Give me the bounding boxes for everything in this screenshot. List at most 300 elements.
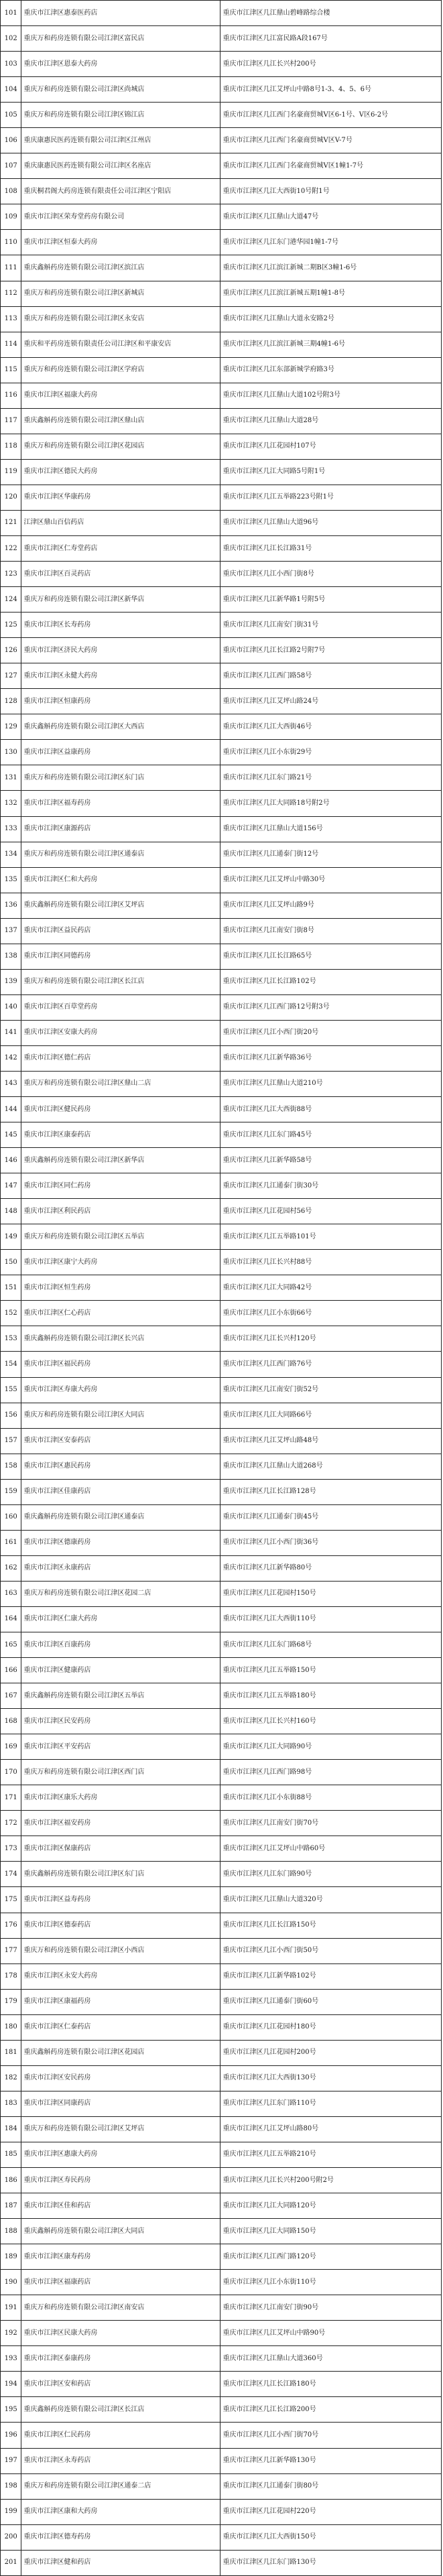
row-number: 147 — [1, 1173, 21, 1199]
pharmacy-name: 重庆鑫斛药房连锁有限公司江津区五举店 — [21, 1683, 220, 1709]
row-number: 107 — [1, 153, 21, 179]
row-number: 179 — [1, 1989, 21, 2014]
pharmacy-name: 重庆万和药房连锁有限公司江津区大同店 — [21, 1403, 220, 1428]
pharmacy-address: 重庆市江津区几江新华路102号 — [220, 1963, 442, 1989]
pharmacy-address: 重庆市江津区几江长兴村120号 — [220, 1326, 442, 1352]
pharmacy-name: 重庆万和药房连锁有限公司江津区富民店 — [21, 26, 220, 52]
table-row — [1, 535, 442, 561]
pharmacy-address: 重庆市江津区几江大同路42号 — [220, 1275, 442, 1301]
row-number: 199 — [1, 2499, 21, 2524]
pharmacy-address: 重庆市江津区几江大同路150号 — [220, 2219, 442, 2244]
pharmacy-name: 重庆市江津区德泰药店 — [21, 1913, 220, 1938]
table-row — [1, 944, 442, 969]
row-number: 155 — [1, 1377, 21, 1403]
pharmacy-name: 重庆鑫斛药房连锁有限公司江津区通泰店 — [21, 1504, 220, 1530]
pharmacy-name: 重庆万和药房连锁有限公司江津区尚城店 — [21, 77, 220, 103]
pharmacy-address: 重庆市江津区几江鼎山大道156号 — [220, 816, 442, 842]
row-number: 140 — [1, 994, 21, 1020]
pharmacy-name: 重庆鑫斛药房连锁有限公司江津区艾坪店 — [21, 893, 220, 918]
pharmacy-address: 重庆市江津区几江西门路120号 — [220, 2244, 442, 2270]
table-row — [1, 204, 442, 230]
pharmacy-address: 重庆市江津区几江西门路98号 — [220, 1760, 442, 1785]
pharmacy-name: 重庆万和药房连锁有限公司江津区花园店 — [21, 434, 220, 459]
pharmacy-name: 重庆市江津区仁泰药店 — [21, 2014, 220, 2040]
pharmacy-name: 重庆鑫斛药房连锁有限公司江津区大西店 — [21, 714, 220, 740]
row-number: 127 — [1, 663, 21, 689]
table-row — [1, 994, 442, 1020]
row-number: 157 — [1, 1428, 21, 1454]
table-row — [1, 128, 442, 153]
row-number: 145 — [1, 1122, 21, 1148]
row-number: 184 — [1, 2116, 21, 2142]
pharmacy-address: 重庆市江津区几江南安门街52号 — [220, 1377, 442, 1403]
table-row — [1, 1224, 442, 1250]
pharmacy-address: 重庆市江津区几江大西街130号 — [220, 2065, 442, 2091]
table-row — [1, 1606, 442, 1632]
row-number: 164 — [1, 1606, 21, 1632]
table-row — [1, 1963, 442, 1989]
pharmacy-address: 重庆市江津区几江鼎山大道210号 — [220, 1071, 442, 1096]
table-row — [1, 1555, 442, 1581]
pharmacy-address: 重庆市江津区几江长兴村160号 — [220, 1709, 442, 1734]
row-number: 151 — [1, 1275, 21, 1301]
row-number: 161 — [1, 1530, 21, 1555]
pharmacy-address: 重庆市江津区几江鼎山大道102号附3号 — [220, 383, 442, 408]
table-row — [1, 842, 442, 867]
table-row — [1, 1428, 442, 1454]
pharmacy-name: 重庆万和药房连锁有限公司江津区新城店 — [21, 281, 220, 306]
pharmacy-name: 重庆万和药房连锁有限公司江津区西门店 — [21, 1760, 220, 1785]
row-number: 195 — [1, 2397, 21, 2423]
table-row — [1, 1045, 442, 1071]
pharmacy-address: 重庆市江津区几江富民路A段167号 — [220, 26, 442, 52]
row-number: 153 — [1, 1326, 21, 1352]
row-number: 158 — [1, 1454, 21, 1479]
pharmacy-address: 重庆市江津区几江东门港华园1幢1-7号 — [220, 230, 442, 255]
pharmacy-address: 重庆市江津区几江艾坪山中路30号 — [220, 867, 442, 893]
row-number: 130 — [1, 740, 21, 765]
pharmacy-address: 重庆市江津区几江长江路65号 — [220, 944, 442, 969]
row-number: 177 — [1, 1938, 21, 1963]
pharmacy-name: 重庆市江津区康和大药房 — [21, 2499, 220, 2524]
pharmacy-name: 重庆市江津区惠泰医药店 — [21, 1, 220, 26]
row-number: 137 — [1, 918, 21, 944]
row-number: 116 — [1, 383, 21, 408]
pharmacy-name: 重庆鑫斛药房连锁有限公司江津区滨江店 — [21, 255, 220, 281]
pharmacy-address: 重庆市江津区几江花园村220号 — [220, 2499, 442, 2524]
table-row — [1, 510, 442, 535]
row-number: 138 — [1, 944, 21, 969]
table-row — [1, 2295, 442, 2321]
pharmacy-name: 重庆市江津区仁康大药房 — [21, 1606, 220, 1632]
row-number: 103 — [1, 52, 21, 77]
table-row — [1, 2473, 442, 2499]
pharmacy-address: 重庆市江津区几江南安门街70号 — [220, 1811, 442, 1836]
pharmacy-name: 重庆市江津区仁心药店 — [21, 1301, 220, 1326]
pharmacy-name: 江津区鼎山百信药店 — [21, 510, 220, 535]
pharmacy-name: 重庆市江津区永康药店 — [21, 1555, 220, 1581]
row-number: 156 — [1, 1403, 21, 1428]
table-row — [1, 1836, 442, 1862]
pharmacy-name: 重庆万和药房连锁有限公司江津区永安店 — [21, 306, 220, 332]
table-row — [1, 638, 442, 663]
row-number: 176 — [1, 1913, 21, 1938]
pharmacy-address: 重庆市江津区几江小西门街70号 — [220, 2423, 442, 2448]
table-row — [1, 1887, 442, 1913]
row-number: 135 — [1, 867, 21, 893]
table-row — [1, 332, 442, 357]
table-row — [1, 1326, 442, 1352]
row-number: 128 — [1, 689, 21, 714]
pharmacy-name: 重庆市江津区德康药房 — [21, 1530, 220, 1555]
table-row — [1, 587, 442, 613]
row-number: 168 — [1, 1709, 21, 1734]
pharmacy-address: 重庆市江津区几江西门路12号附3号 — [220, 994, 442, 1020]
table-row — [1, 1173, 442, 1199]
row-number: 146 — [1, 1148, 21, 1173]
row-number: 197 — [1, 2448, 21, 2473]
row-number: 193 — [1, 2346, 21, 2372]
table-row — [1, 2040, 442, 2065]
table-row — [1, 306, 442, 332]
pharmacy-name: 重庆市江津区福康药店 — [21, 2270, 220, 2295]
pharmacy-address: 重庆市江津区几江艾坪山路80号 — [220, 2116, 442, 2142]
table-row — [1, 663, 442, 689]
row-number: 124 — [1, 587, 21, 613]
pharmacy-address: 重庆市江津区几江鼎山大道永安路2号 — [220, 306, 442, 332]
table-row — [1, 1734, 442, 1760]
pharmacy-name: 重庆市江津区康寿药房 — [21, 2244, 220, 2270]
pharmacy-address: 重庆市江津区几江花园村150号 — [220, 1581, 442, 1606]
pharmacy-name: 重庆市江津区保康药店 — [21, 1836, 220, 1862]
table-row — [1, 2397, 442, 2423]
pharmacy-address: 重庆市江津区几江艾坪山路24号 — [220, 689, 442, 714]
pharmacy-address: 重庆市江津区几江大西街88号 — [220, 1097, 442, 1122]
pharmacy-address: 重庆市江津区几江艾坪山路48号 — [220, 1428, 442, 1454]
row-number: 126 — [1, 638, 21, 663]
pharmacy-address: 重庆市江津区几江长江路128号 — [220, 1479, 442, 1504]
pharmacy-name: 重庆市江津区佳康药店 — [21, 1479, 220, 1504]
table-row — [1, 230, 442, 255]
table-row — [1, 2091, 442, 2116]
table-row — [1, 1709, 442, 1734]
pharmacy-name: 重庆万和药房连锁有限公司江津区通泰店 — [21, 842, 220, 867]
table-row — [1, 408, 442, 434]
table-row — [1, 2346, 442, 2372]
table-row — [1, 103, 442, 128]
pharmacy-name: 重庆市江津区永寿药店 — [21, 2448, 220, 2473]
pharmacy-name: 重庆市江津区惠民药房 — [21, 1454, 220, 1479]
pharmacy-address: 重庆市江津区几江东门路90号 — [220, 1862, 442, 1887]
pharmacy-name: 重庆市江津区恒生药房 — [21, 1275, 220, 1301]
table-row — [1, 1275, 442, 1301]
row-number: 159 — [1, 1479, 21, 1504]
table-row — [1, 77, 442, 103]
pharmacy-address: 重庆市江津区几江艾坪山路9号 — [220, 893, 442, 918]
pharmacy-name: 重庆市江津区百灵药店 — [21, 562, 220, 587]
pharmacy-name: 重庆市江津区百康药房 — [21, 1632, 220, 1658]
pharmacy-name: 重庆市江津区同康药店 — [21, 2091, 220, 2116]
row-number: 114 — [1, 332, 21, 357]
pharmacy-address: 重庆市江津区几江东门路110号 — [220, 2091, 442, 2116]
pharmacy-address: 重庆市江津区几江长江路2号附7号 — [220, 638, 442, 663]
row-number: 166 — [1, 1658, 21, 1683]
pharmacy-name: 重庆万和药房连锁有限公司江津区艾坪店 — [21, 2116, 220, 2142]
pharmacy-name: 重庆市江津区福康大药房 — [21, 383, 220, 408]
pharmacy-name: 重庆万和药房连锁有限公司江津区鼎山二店 — [21, 1071, 220, 1096]
pharmacy-address: 重庆市江津区几江长江路102号 — [220, 969, 442, 994]
pharmacy-name: 重庆市江津区恩泰大药房 — [21, 52, 220, 77]
row-number: 191 — [1, 2295, 21, 2321]
pharmacy-name: 重庆市江津区荣寿堂药房有限公司 — [21, 204, 220, 230]
table-row — [1, 255, 442, 281]
table-row — [1, 2167, 442, 2193]
pharmacy-address: 重庆市江津区几江滨江新城二期B区3幢1-6号 — [220, 255, 442, 281]
row-number: 141 — [1, 1020, 21, 1045]
table-row — [1, 1581, 442, 1606]
pharmacy-name: 重庆万和药房连锁有限公司江津区南安店 — [21, 2295, 220, 2321]
pharmacy-address: 重庆市江津区几江长江路200号 — [220, 2397, 442, 2423]
pharmacy-name: 重庆市江津区仁民药房 — [21, 2423, 220, 2448]
row-number: 119 — [1, 459, 21, 485]
table-row — [1, 1658, 442, 1683]
pharmacy-address: 重庆市江津区几江小西门街50号 — [220, 1938, 442, 1963]
pharmacy-table-body — [1, 1, 442, 2576]
row-number: 188 — [1, 2219, 21, 2244]
pharmacy-name: 重庆鑫斛药房连锁有限公司江津区长兴店 — [21, 1326, 220, 1352]
table-row — [1, 562, 442, 587]
row-number: 102 — [1, 26, 21, 52]
row-number: 143 — [1, 1071, 21, 1096]
pharmacy-name: 重庆市江津区康乐大药房 — [21, 1785, 220, 1811]
pharmacy-address: 重庆市江津区几江通泰门街60号 — [220, 1989, 442, 2014]
pharmacy-address: 重庆市江津区几江新华路130号 — [220, 2448, 442, 2473]
table-row — [1, 613, 442, 638]
row-number: 139 — [1, 969, 21, 994]
table-row — [1, 52, 442, 77]
table-row — [1, 2524, 442, 2550]
pharmacy-address: 重庆市江津区几江新华路80号 — [220, 1555, 442, 1581]
table-row — [1, 1504, 442, 1530]
pharmacy-address: 重庆市江津区几江通泰门街12号 — [220, 842, 442, 867]
pharmacy-address: 重庆市江津区几江新华路58号 — [220, 1148, 442, 1173]
table-row — [1, 1148, 442, 1173]
pharmacy-name: 重庆市江津区益寿药房 — [21, 1887, 220, 1913]
pharmacy-name: 重庆鑫斛药房连锁有限公司江津区长江店 — [21, 2397, 220, 2423]
pharmacy-address: 重庆市江津区几江花园村200号 — [220, 2040, 442, 2065]
pharmacy-address: 重庆市江津区几江大西街10号附1号 — [220, 179, 442, 204]
pharmacy-name: 重庆市江津区安民药房 — [21, 2065, 220, 2091]
pharmacy-address: 重庆市江津区几江大同路5号附1号 — [220, 459, 442, 485]
pharmacy-address: 重庆市江津区几江艾坪山中路60号 — [220, 1836, 442, 1862]
pharmacy-address: 重庆市江津区几江大西街110号 — [220, 1606, 442, 1632]
row-number: 101 — [1, 1, 21, 26]
pharmacy-address: 重庆市江津区几江长江路150号 — [220, 1913, 442, 1938]
pharmacy-name: 重庆桐君阁大药房连锁有限责任公司江津区宁阳店 — [21, 179, 220, 204]
row-number: 122 — [1, 535, 21, 561]
table-row — [1, 1760, 442, 1785]
pharmacy-name: 重庆市江津区泰康药房 — [21, 2346, 220, 2372]
pharmacy-name: 重庆和平药房连锁有限责任公司江津区和平康安店 — [21, 332, 220, 357]
pharmacy-address: 重庆市江津区几江大同路120号 — [220, 2193, 442, 2219]
table-row — [1, 1352, 442, 1377]
row-number: 169 — [1, 1734, 21, 1760]
table-row — [1, 1454, 442, 1479]
pharmacy-address: 重庆市江津区几江大西街150号 — [220, 2524, 442, 2550]
table-row — [1, 2448, 442, 2473]
pharmacy-name: 重庆市江津区永安大药房 — [21, 1963, 220, 1989]
pharmacy-name: 重庆市江津区安和药店 — [21, 2372, 220, 2397]
table-row — [1, 1097, 442, 1122]
row-number: 134 — [1, 842, 21, 867]
row-number: 129 — [1, 714, 21, 740]
pharmacy-address: 重庆市江津区几江鼎山大道320号 — [220, 1887, 442, 1913]
table-row — [1, 1377, 442, 1403]
pharmacy-name: 重庆市江津区德寿药房 — [21, 2524, 220, 2550]
pharmacy-name: 重庆鑫斛药房连锁有限公司江津区大同店 — [21, 2219, 220, 2244]
table-row — [1, 1785, 442, 1811]
table-row — [1, 1403, 442, 1428]
row-number: 167 — [1, 1683, 21, 1709]
row-number: 113 — [1, 306, 21, 332]
pharmacy-address: 重庆市江津区几江鼎山大道28号 — [220, 408, 442, 434]
pharmacy-address: 重庆市江津区几江西门路58号 — [220, 663, 442, 689]
pharmacy-name: 重庆市江津区恒泰大药房 — [21, 230, 220, 255]
row-number: 185 — [1, 2142, 21, 2167]
table-row — [1, 2550, 442, 2575]
row-number: 108 — [1, 179, 21, 204]
row-number: 172 — [1, 1811, 21, 1836]
pharmacy-name: 重庆市江津区益康药房 — [21, 740, 220, 765]
row-number: 115 — [1, 357, 21, 383]
pharmacy-name: 重庆市江津区百草堂药房 — [21, 994, 220, 1020]
pharmacy-name: 重庆鑫斛药房连锁有限公司江津区花园店 — [21, 2040, 220, 2065]
pharmacy-name: 重庆万和药房连锁有限公司江津区长江店 — [21, 969, 220, 994]
pharmacy-name: 重庆万和药房连锁有限公司江津区五举店 — [21, 1224, 220, 1250]
pharmacy-name: 重庆万和药房连锁有限公司江津区锦江店 — [21, 103, 220, 128]
pharmacy-name: 重庆市江津区康源药店 — [21, 816, 220, 842]
pharmacy-name: 重庆市江津区安泰药店 — [21, 1428, 220, 1454]
table-row — [1, 2219, 442, 2244]
row-number: 149 — [1, 1224, 21, 1250]
table-row — [1, 689, 442, 714]
row-number: 198 — [1, 2473, 21, 2499]
pharmacy-name: 重庆市江津区仁和大药房 — [21, 867, 220, 893]
row-number: 132 — [1, 791, 21, 816]
row-number: 152 — [1, 1301, 21, 1326]
pharmacy-name: 重庆市江津区康宁大药房 — [21, 1250, 220, 1275]
pharmacy-address: 重庆市江津区几江东门路21号 — [220, 765, 442, 791]
pharmacy-address: 重庆市江津区几江大西街46号 — [220, 714, 442, 740]
row-number: 186 — [1, 2167, 21, 2193]
table-row — [1, 1530, 442, 1555]
pharmacy-name: 重庆市江津区恒康药房 — [21, 689, 220, 714]
pharmacy-name: 重庆市江津区德民大药房 — [21, 459, 220, 485]
pharmacy-name: 重庆市江津区益民药店 — [21, 918, 220, 944]
row-number: 109 — [1, 204, 21, 230]
table-row — [1, 1122, 442, 1148]
row-number: 182 — [1, 2065, 21, 2091]
table-row — [1, 357, 442, 383]
table-row — [1, 969, 442, 994]
pharmacy-name: 重庆市江津区健和药店 — [21, 2550, 220, 2575]
table-row — [1, 1250, 442, 1275]
table-row — [1, 740, 442, 765]
pharmacy-address: 重庆市江津区几江通泰门街30号 — [220, 1173, 442, 1199]
table-row — [1, 2423, 442, 2448]
row-number: 105 — [1, 103, 21, 128]
pharmacy-name: 重庆市江津区惠康大药房 — [21, 2142, 220, 2167]
row-number: 200 — [1, 2524, 21, 2550]
row-number: 148 — [1, 1199, 21, 1224]
pharmacy-name: 重庆市江津区仁寿堂药店 — [21, 535, 220, 561]
table-row — [1, 1862, 442, 1887]
pharmacy-address: 重庆市江津区几江东门路130号 — [220, 2550, 442, 2575]
pharmacy-address: 重庆市江津区几江长兴村200号附2号 — [220, 2167, 442, 2193]
pharmacy-name: 重庆市江津区健民药房 — [21, 1097, 220, 1122]
pharmacy-name: 重庆康惠民医药连锁有限公司江津区名座店 — [21, 153, 220, 179]
pharmacy-address: 重庆市江津区几江大同路18号附2号 — [220, 791, 442, 816]
pharmacy-name: 重庆康惠民医药连锁有限公司江津区江州店 — [21, 128, 220, 153]
pharmacy-address: 重庆市江津区几江滨江新城五期1幢1-8号 — [220, 281, 442, 306]
pharmacy-address: 重庆市江津区几江通泰门街80号 — [220, 2473, 442, 2499]
table-row — [1, 2065, 442, 2091]
row-number: 131 — [1, 765, 21, 791]
pharmacy-address: 重庆市江津区几江花园村180号 — [220, 2014, 442, 2040]
row-number: 201 — [1, 2550, 21, 2575]
pharmacy-name: 重庆市江津区佳和药店 — [21, 2193, 220, 2219]
table-row — [1, 2244, 442, 2270]
table-row — [1, 1683, 442, 1709]
row-number: 150 — [1, 1250, 21, 1275]
pharmacy-address: 重庆市江津区几江长江路31号 — [220, 535, 442, 561]
table-row — [1, 179, 442, 204]
table-row — [1, 459, 442, 485]
pharmacy-name: 重庆市江津区利民药店 — [21, 1199, 220, 1224]
table-row — [1, 485, 442, 510]
pharmacy-name: 重庆万和药房连锁有限公司江津区新华店 — [21, 587, 220, 613]
pharmacy-address: 重庆市江津区几江小东街66号 — [220, 1301, 442, 1326]
pharmacy-address: 重庆市江津区几江新华路1号附5号 — [220, 587, 442, 613]
pharmacy-name: 重庆市江津区康泰药店 — [21, 1122, 220, 1148]
row-number: 120 — [1, 485, 21, 510]
row-number: 125 — [1, 613, 21, 638]
table-row — [1, 383, 442, 408]
pharmacy-name: 重庆市江津区寿康大药房 — [21, 1377, 220, 1403]
table-row — [1, 281, 442, 306]
row-number: 112 — [1, 281, 21, 306]
row-number: 187 — [1, 2193, 21, 2219]
pharmacy-name: 重庆鑫斛药房连锁有限公司江津区新华店 — [21, 1148, 220, 1173]
pharmacy-address: 重庆市江津区几江花园村107号 — [220, 434, 442, 459]
row-number: 160 — [1, 1504, 21, 1530]
table-row — [1, 2142, 442, 2167]
pharmacy-address: 重庆市江津区几江五举路210号 — [220, 2142, 442, 2167]
row-number: 171 — [1, 1785, 21, 1811]
pharmacy-address: 重庆市江津区几江小西门街36号 — [220, 1530, 442, 1555]
row-number: 181 — [1, 2040, 21, 2065]
row-number: 144 — [1, 1097, 21, 1122]
pharmacy-name: 重庆万和药房连锁有限公司江津区通泰二店 — [21, 2473, 220, 2499]
row-number: 133 — [1, 816, 21, 842]
table-row — [1, 791, 442, 816]
row-number: 154 — [1, 1352, 21, 1377]
row-number: 165 — [1, 1632, 21, 1658]
pharmacy-name: 重庆鑫斛药房连锁有限公司江津区东门店 — [21, 1862, 220, 1887]
table-row — [1, 1479, 442, 1504]
table-row — [1, 153, 442, 179]
pharmacy-address: 重庆市江津区几江花园村56号 — [220, 1199, 442, 1224]
